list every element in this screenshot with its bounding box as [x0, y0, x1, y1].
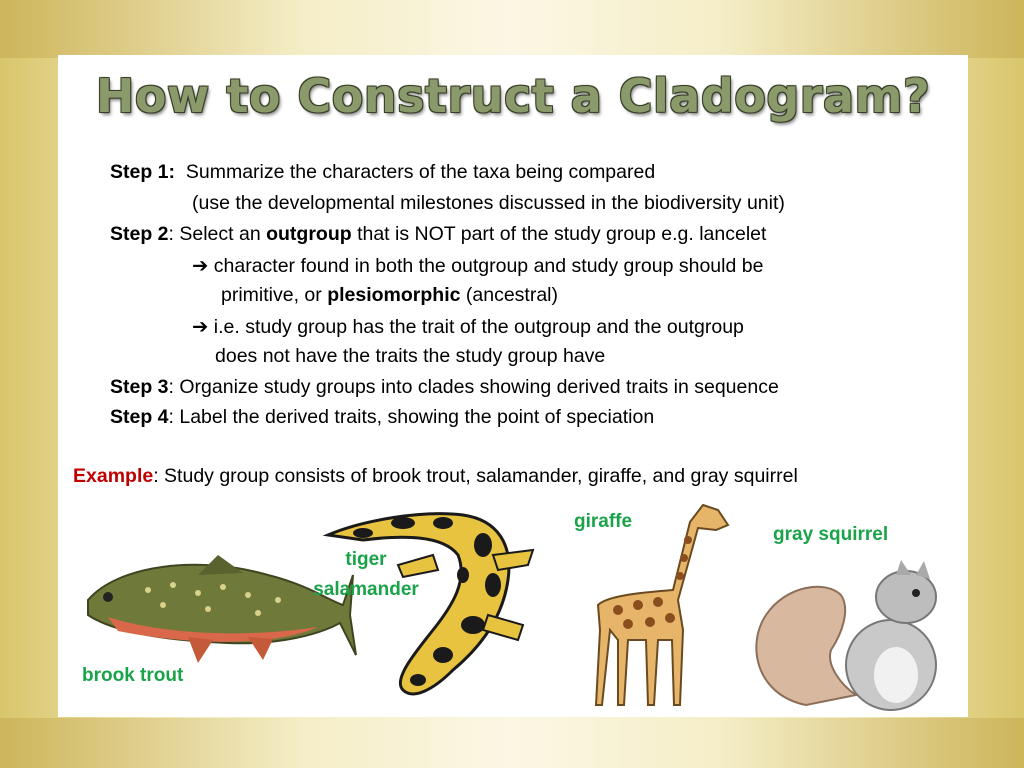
- example-text: : Study group consists of brook trout, salamander, giraffe, and gray squirrel: [153, 465, 798, 487]
- label-giraffe: giraffe: [574, 511, 633, 532]
- step-2-arrow-1a: [192, 254, 763, 278]
- step-2-post: that is NOT part of the study group e.g. lancelet: [351, 223, 767, 245]
- label-brook-trout: brook trout: [82, 665, 184, 686]
- step-1-label: Step 1:: [110, 161, 176, 183]
- gray-squirrel-image: [746, 555, 956, 715]
- step-3: [110, 376, 779, 399]
- label-tiger-line1: tiger: [345, 549, 387, 570]
- step-3-label: Step 3: [110, 376, 169, 398]
- frame-top: [0, 0, 1024, 58]
- step-2-arrow-1a-text: character found in both the outgroup and study group should be: [213, 255, 764, 277]
- step-2-arrow-2a: [192, 315, 744, 339]
- slide: [58, 55, 968, 717]
- step-2-pre: : Select an: [168, 223, 267, 245]
- label-tiger-line2: salamander: [313, 579, 419, 600]
- step-2-arrow-1b: [221, 284, 558, 307]
- plesiomorphic-term: plesiomorphic: [327, 284, 461, 306]
- step-2-arrow-1b-pre: primitive, or: [221, 284, 328, 306]
- slide-title: How to Construct a Cladogram?: [95, 69, 931, 123]
- step-2-arrow-2a-text: i.e. study group has the trait of the outgroup and the outgroup: [213, 316, 744, 338]
- step-4: [110, 406, 654, 429]
- arrow-icon: ➔: [192, 255, 209, 277]
- example-line: [73, 465, 798, 488]
- step-1-text: Summarize the characters of the taxa being compared: [185, 161, 656, 183]
- label-gray-squirrel: gray squirrel: [773, 524, 889, 545]
- example-label: Example: [73, 465, 154, 487]
- step-4-label: Step 4: [110, 406, 169, 428]
- label-tiger-salamander: [306, 549, 426, 601]
- step-1-sub: (use the developmental milestones discussed in the biodiversity unit): [192, 192, 785, 214]
- step-3-text: : Organize study groups into clades showing derived traits in sequence: [168, 376, 779, 398]
- step-2-arrow-2b: does not have the traits the study group have: [215, 345, 606, 367]
- step-2: [110, 223, 766, 246]
- frame-bottom: [0, 718, 1024, 768]
- step-2-label: Step 2: [110, 223, 169, 245]
- step-4-text: : Label the derived traits, showing the point of speciation: [168, 406, 655, 428]
- arrow-icon: ➔: [192, 316, 209, 338]
- step-1: [110, 161, 655, 184]
- outgroup-term: outgroup: [266, 223, 352, 245]
- step-2-arrow-1b-post: (ancestral): [460, 284, 558, 306]
